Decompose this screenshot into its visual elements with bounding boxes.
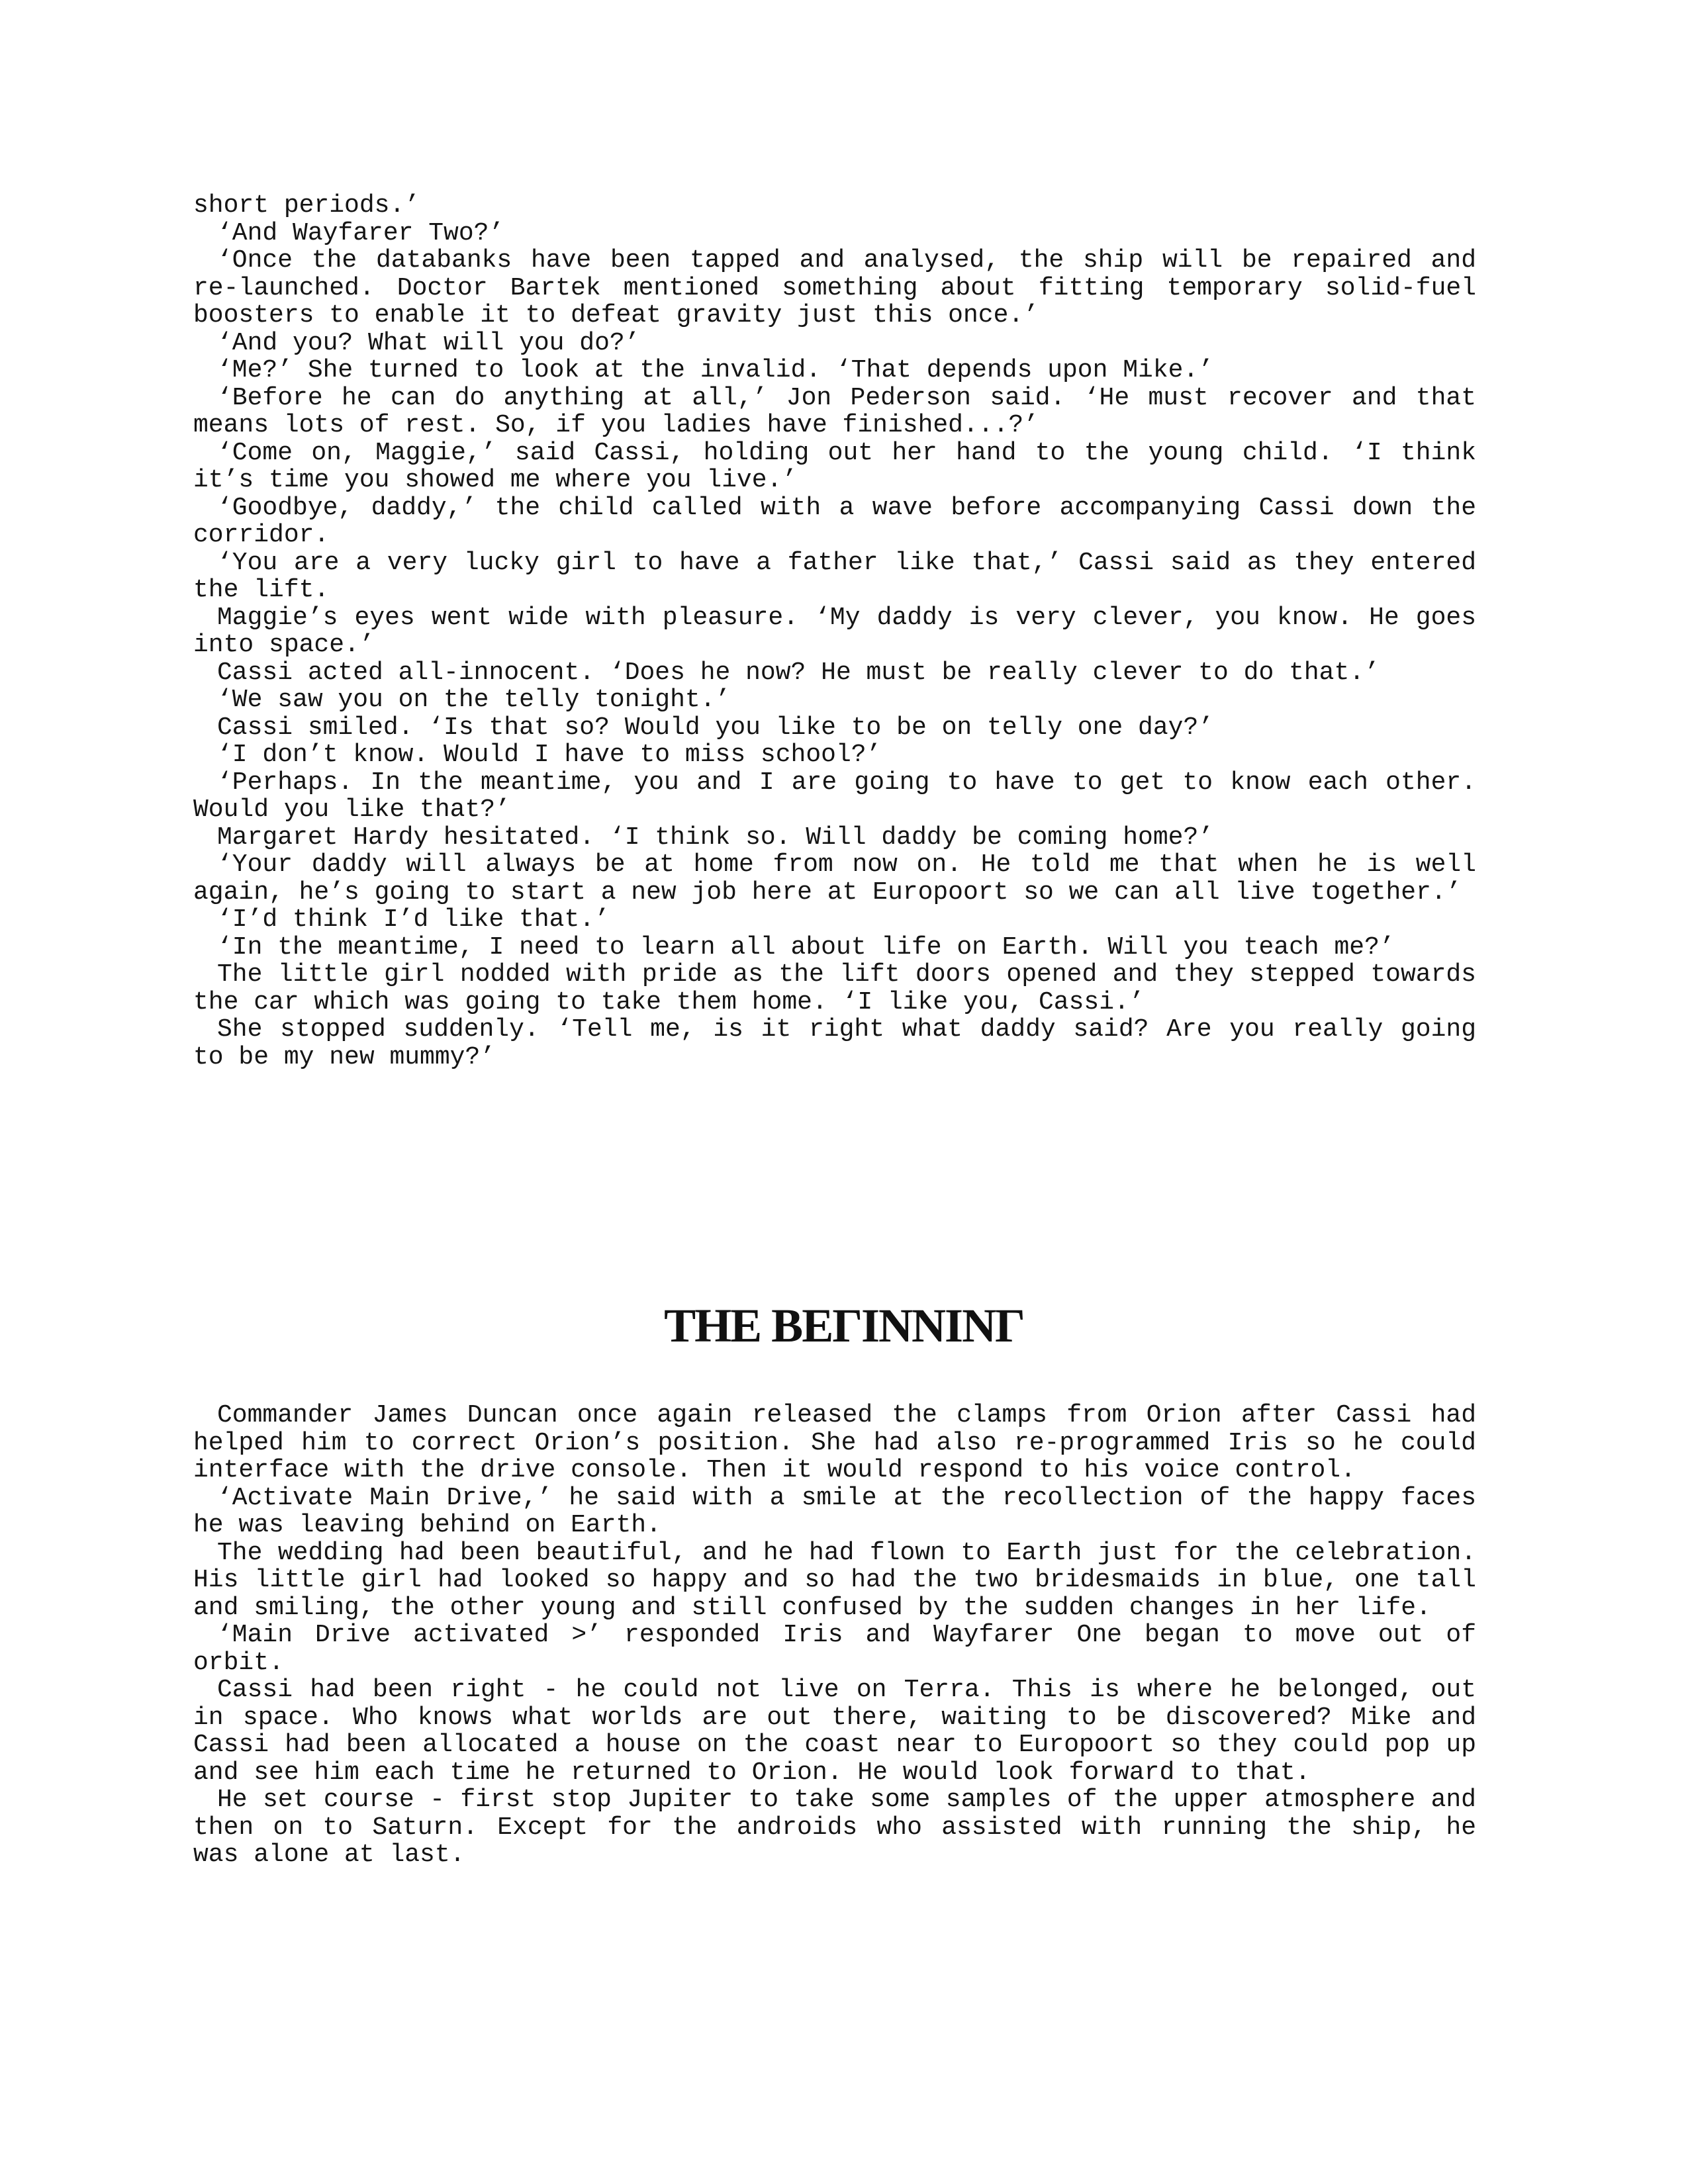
- paragraph: ‘Activate Main Drive,’ he said with a smile at the recollection of the happy faces he was leaving behind on Earth.: [193, 1483, 1476, 1539]
- paragraph: He set course - first stop Jupiter to take some samples of the upper atmosphere and then on to Saturn. Except for the androids who assisted with running the ship, he was alone at last.: [193, 1786, 1476, 1869]
- paragraph: Margaret Hardy hesitated. ‘I think so. Will daddy be coming home?’: [217, 823, 1214, 852]
- paragraph: ‘We saw you on the telly tonight.’: [217, 686, 731, 714]
- paragraph: Cassi smiled. ‘Is that so? Would you like to be on telly one day?’: [217, 713, 1214, 742]
- paragraph: ‘Come on, Maggie,’ said Cassi, holding out her hand to the young child. ‘I think it’s time you showed me where you live.’: [193, 438, 1476, 494]
- paragraph: Cassi had been right - he could not live on Terra. This is where he belonged, out in space. Who knows what worlds are out there, waiting to be discovered? Mike and Cassi had been allocated a house on the coast near to Europoort so they could pop up and see him each time he returned to Orion. He would look forward to that.: [193, 1676, 1476, 1787]
- paragraph: The little girl nodded with pride as the lift doors opened and they stepped towards the car which was going to take them home. ‘I like you, Cassi.’: [193, 960, 1476, 1017]
- story-section-beginning: [193, 1402, 1476, 1869]
- paragraph: Cassi acted all-innocent. ‘Does he now? He must be really clever to do that.’: [217, 658, 1380, 687]
- paragraph: ‘And Wayfarer Two?’: [217, 218, 504, 248]
- paragraph: Commander James Duncan once again released the clamps from Orion after Cassi had helped him to correct Orion’s position. She had also re-programmed Iris so he could interface with the drive console. Then it would respond to his voice control.: [193, 1401, 1476, 1484]
- paragraph: The wedding had been beautiful, and he had flown to Earth just for the celebration. His little girl had looked so happy and so had the two bridesmaids in blue, one tall and smiling, the other young and still confused by the sudden changes in her life.: [193, 1538, 1476, 1622]
- paragraph: She stopped suddenly. ‘Tell me, is it right what daddy said? Are you really going to be my new mummy?’: [193, 1015, 1476, 1071]
- paragraph: ‘I don’t know. Would I have to miss school?’: [217, 741, 882, 769]
- paragraph: ‘In the meantime, I need to learn all about life on Earth. Will you teach me?’: [217, 933, 1395, 962]
- chapter-heading: THE BEΓINNINΓ: [664, 1299, 1024, 1352]
- paragraph: ‘Once the databanks have been tapped and analysed, the ship will be repaired and re-launched. Doctor Bartek mentioned something about fitting temporary solid-fuel boosters to enable it to defeat gravity just this once.’: [193, 246, 1476, 330]
- paragraph: ‘Perhaps. In the meantime, you and I are going to have to get to know each other. Would you like that?’: [193, 768, 1476, 824]
- paragraph: short periods.’: [193, 191, 420, 220]
- paragraph: ‘Main Drive activated >’ responded Iris and Wayfarer One began to move out of orbit.: [193, 1621, 1476, 1677]
- paragraph: ‘Me?’ She turned to look at the invalid. ‘That depends upon Mike.’: [217, 356, 1214, 385]
- story-section-ending: [193, 192, 1476, 1071]
- paragraph: ‘Your daddy will always be at home from now on. He told me that when he is well again, he’s going to start a new job here at Europoort so we can all live together.’: [193, 850, 1476, 907]
- paragraph: ‘Goodbye, daddy,’ the child called with a wave before accompanying Cassi down the corridor.: [193, 493, 1476, 549]
- paragraph: ‘I’d think I’d like that.’: [217, 905, 610, 934]
- paragraph: ‘And you? What will you do?’: [217, 328, 640, 357]
- paragraph: ‘Before he can do anything at all,’ Jon Pederson said. ‘He must recover and that means lots of rest. So, if you ladies have finished...?’: [193, 383, 1476, 439]
- paragraph: Maggie’s eyes went wide with pleasure. ‘My daddy is very clever, you know. He goes into space.’: [193, 603, 1476, 659]
- paragraph: ‘You are a very lucky girl to have a father like that,’ Cassi said as they entered the lift.: [193, 548, 1476, 604]
